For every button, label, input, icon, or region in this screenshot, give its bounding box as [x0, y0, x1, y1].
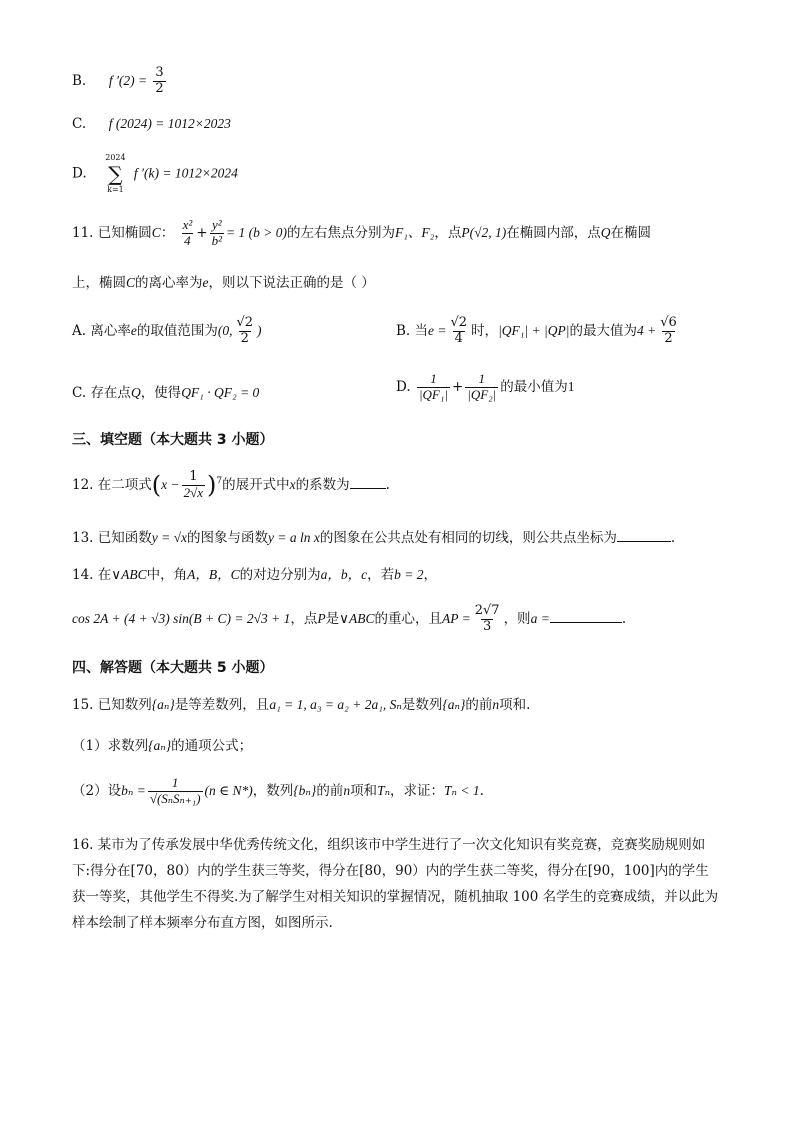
sequence: {aₙ} [148, 738, 172, 753]
section-heading-answer: 四、解答题（本大题共 5 小题） [72, 660, 274, 676]
text: 求数列 [107, 738, 149, 754]
question-number: 16. [72, 837, 94, 853]
text: ，点 [434, 224, 462, 241]
var: C [151, 224, 161, 240]
text: 项和. [499, 697, 531, 713]
question-15-part-2 [72, 776, 484, 807]
section-heading-fill-in: 三、填空题（本大题共 3 小题） [72, 432, 274, 448]
numerator: y² [211, 217, 222, 232]
summation [105, 154, 125, 194]
question-15-part-1 [72, 738, 252, 754]
denominator: √(SₙSₙ₊₁) [149, 790, 201, 806]
option-11-d [396, 372, 575, 403]
sum-upper: 2024 [105, 153, 126, 162]
expr: |QF₁| + |QP| [498, 322, 570, 338]
fraction [182, 470, 205, 501]
option-label: C. [72, 116, 87, 132]
expr: 4 + [636, 322, 657, 338]
var: Q [130, 385, 141, 400]
text: 的离心率为 [135, 275, 203, 291]
point: P(√2, 1) [461, 224, 507, 240]
text: ，数列 [252, 782, 294, 799]
text: 离心率 [90, 322, 131, 339]
text: 的最小值为 [500, 378, 568, 395]
var: a = [530, 610, 550, 626]
text: 上，椭圆 [72, 275, 126, 291]
condition: b = 2 [394, 567, 424, 582]
question-14-line-2 [72, 604, 626, 635]
option-10-d [72, 154, 238, 194]
option-11-c [72, 385, 259, 401]
text: 已知数列 [97, 697, 152, 713]
fraction [449, 316, 470, 347]
text: 的通项公式； [171, 738, 253, 754]
var: n [343, 782, 351, 798]
text: 的最大值为 [569, 322, 637, 339]
text: ， [423, 567, 438, 583]
question-12 [72, 470, 390, 501]
sum-lower: k=1 [107, 185, 124, 194]
triangle: ABC [349, 610, 375, 626]
option-label: B. [396, 322, 411, 339]
denominator: 2√x [183, 484, 204, 500]
text: . [621, 610, 627, 627]
vector-expr: QF₁ · QF₂ = 0 [181, 385, 260, 400]
operator: + [451, 378, 464, 395]
var: P [317, 610, 326, 626]
numerator: √2 [450, 315, 468, 330]
equation-rest: = 1 (b > 0) [225, 224, 287, 240]
option-label: B. [72, 72, 87, 89]
claim: Tₙ < 1 [444, 782, 480, 798]
expr: bₙ = [121, 782, 146, 798]
option-label: A. [72, 322, 87, 339]
text: ，若 [367, 567, 395, 583]
question-15 [72, 697, 530, 713]
var: x [289, 476, 296, 492]
numerator: √6 [660, 315, 677, 330]
option-label: D. [72, 165, 87, 182]
option-label: D. [396, 378, 411, 395]
foci: F₁、F₂ [394, 224, 435, 240]
numerator: x² [182, 217, 193, 232]
text: 在椭圆 [610, 224, 651, 241]
text: ，则 [503, 610, 531, 627]
option-expr: f (2024) = 1012×2023 [108, 116, 231, 131]
fraction [234, 316, 255, 347]
denominator: |QF₂| [467, 386, 497, 402]
question-number: 13. [72, 530, 94, 546]
part-label: （1） [72, 738, 108, 754]
text: 是数列 [401, 697, 443, 713]
text: 时， [471, 322, 499, 339]
condition: a₁ = 1, a₃ = a₂ + 2a₁, Sₙ [269, 697, 402, 712]
option-11-b [396, 316, 681, 347]
angles: A，B，C [187, 567, 240, 582]
var: C [126, 275, 136, 290]
question-13 [72, 530, 675, 546]
value: 1 [567, 378, 575, 394]
text: 的系数为 [295, 476, 350, 493]
text: 的取值范围为 [136, 322, 218, 339]
option-expr: f ′(k) = 1012×2024 [133, 165, 238, 181]
question-number: 11. [72, 224, 94, 241]
numerator: 1 [430, 371, 437, 386]
equation: cos 2A + (4 + √3) sin(B + C) = 2√3 + 1 [72, 610, 291, 626]
denominator: 2 [240, 330, 249, 346]
numerator: 1 [478, 371, 485, 386]
numerator: 1 [171, 775, 179, 790]
option-label: C. [72, 385, 87, 401]
fraction [181, 218, 195, 249]
text: 的对边分别为 [239, 567, 321, 583]
paren-open: ( [151, 471, 162, 500]
triangle: ABC [121, 567, 147, 582]
var: Q [600, 224, 611, 240]
text: 的图象在公共点处有相同的切线，则公共点坐标为 [319, 530, 617, 546]
text: 的展开式中 [222, 476, 290, 493]
denominator: 4 [454, 330, 463, 346]
text: 的图象与函数 [187, 530, 269, 546]
var: e [130, 322, 137, 338]
numerator: 1 [189, 469, 198, 484]
paren-close: ) [207, 471, 217, 500]
sequence: {bₙ} [293, 782, 317, 798]
text: . [385, 476, 390, 493]
option-11-a [72, 316, 262, 347]
exponent: 7 [216, 476, 223, 487]
function: y = √x [151, 530, 188, 545]
text: 已知椭圆 [97, 224, 152, 241]
text: 在二项式 [97, 476, 152, 493]
function: y = a ln x [268, 530, 320, 545]
sigma-symbol: ∑ [108, 162, 123, 186]
text: 已知函数 [97, 530, 152, 546]
denominator: 3 [483, 618, 492, 634]
fraction [658, 316, 679, 347]
fraction [210, 218, 224, 249]
text: 项和 [350, 782, 378, 799]
paren: ) [257, 322, 262, 338]
fraction [148, 776, 203, 807]
question-number: 14. [72, 567, 94, 583]
text: ，使得 [140, 385, 182, 401]
text: 当 [414, 322, 429, 339]
question-14-line-1 [72, 567, 437, 583]
text: 设 [107, 782, 122, 799]
question-number: 12. [72, 476, 94, 493]
var: Tₙ [377, 782, 391, 798]
text: 中，角 [146, 567, 188, 583]
option-10-b [72, 66, 168, 97]
fraction [153, 66, 165, 97]
text: 的重心，且 [374, 610, 442, 627]
expr: AP = [442, 610, 471, 626]
numerator: 2√7 [474, 603, 500, 618]
text: 在∨ [97, 567, 122, 583]
fraction [465, 372, 498, 403]
numerator: 3 [155, 65, 164, 80]
question-number: 15. [72, 697, 94, 713]
question-11-line-1: 11. 已知椭圆C： $\frac{\text{x²}}{4}$ + $\frac{\text{y²}}{\text{b²}}$ = 1 (b > 0)的左右焦点分别为F₁、F₂，点P(√2, 1)在椭圆内部，点Q在椭圆 [72, 217, 651, 248]
text: 的左右焦点分别为 [286, 224, 395, 241]
fraction [473, 604, 502, 635]
answer-blank[interactable] [350, 488, 386, 489]
expr: x − [161, 476, 180, 492]
question-11-line-2 [72, 275, 375, 291]
fraction [417, 372, 450, 403]
text: 在椭圆内部，点 [506, 224, 601, 241]
text: 存在点 [90, 385, 131, 401]
text: ，则以下说法正确的是（ ） [208, 275, 375, 291]
part-label: （2） [72, 782, 108, 799]
text: 的前 [465, 697, 493, 713]
denominator: 2 [664, 330, 673, 346]
denominator: b² [211, 232, 222, 248]
answer-blank[interactable] [617, 541, 671, 542]
denominator: |QF₁| [418, 386, 448, 402]
text: ，求证： [390, 782, 445, 799]
paren: (0, [217, 322, 233, 338]
question-text: 某市为了传承发展中华优秀传统文化，组织该市中学生进行了一次文化知识有奖竞赛，竞赛奖励规则如下:得分在[70，80）内的学生获三等奖，得分在[80，90）内的学生获二等奖，得分在[90，100]内的学生获一等奖，其他学生不得奖.为了解学生对相关知识的掌握情况，随机抽取 100 名学生的竞赛成绩，并以此为样本绘制了样本频率分布直方图，如图所示. [72, 837, 719, 931]
denominator: 4 [184, 232, 191, 248]
answer-blank[interactable] [550, 622, 622, 623]
text: 的前 [316, 782, 344, 799]
sequence: {aₙ} [151, 697, 175, 712]
condition: (n ∈ N*) [204, 782, 253, 798]
text: . [479, 782, 484, 799]
text: . [670, 530, 676, 546]
text: 是∨ [325, 610, 349, 627]
sequence: {aₙ} [442, 697, 466, 712]
text: 是等差数列，且 [174, 697, 270, 713]
var: n [492, 697, 500, 712]
question-16 [72, 832, 722, 936]
text: ，点 [290, 610, 318, 627]
var: e [202, 275, 209, 290]
option-expr: f ′(2) = [108, 72, 148, 88]
numerator: √2 [236, 315, 254, 330]
sides: a，b，c [320, 567, 368, 582]
denominator: 2 [155, 80, 164, 96]
option-10-c [72, 116, 231, 132]
var: e = [428, 322, 447, 338]
